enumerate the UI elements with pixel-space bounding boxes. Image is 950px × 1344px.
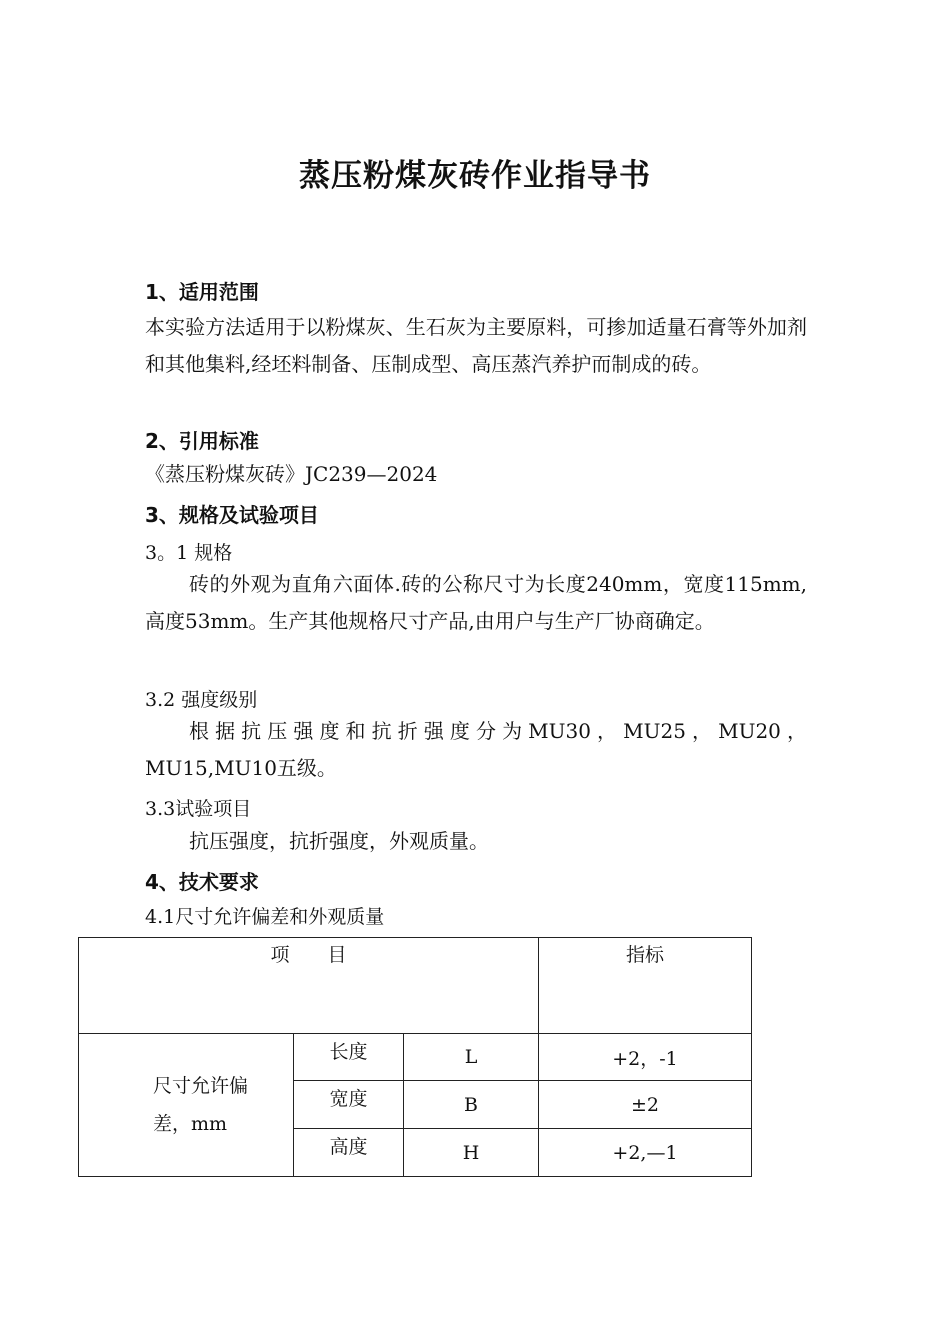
row-name: 长度 [329, 1041, 368, 1063]
table-header-row [79, 938, 752, 1034]
section-1-heading: 1、适用范围 [145, 280, 259, 304]
section-3-2-body: 根据抗压强度和抗折强度分为MU30，MU25，MU20，MU15,MU10五级。 [145, 719, 807, 780]
section-3-3-body: 抗压强度，抗折强度，外观质量。 [189, 829, 489, 853]
row-value-cell [539, 1034, 752, 1081]
section-3-1-heading: 3。1 规格 [145, 542, 233, 564]
row-value: +2，-1 [612, 1047, 678, 1070]
document-title: 蒸压粉煤灰砖作业指导书 [299, 158, 651, 194]
row-name-cell [294, 1081, 404, 1129]
row-value-cell [539, 1081, 752, 1129]
section-4-heading: 4、技术要求 [145, 870, 259, 894]
row-symbol-cell [404, 1129, 539, 1177]
section-1-body: 本实验方法适用于以粉煤灰、生石灰为主要原料，可掺加适量石膏等外加剂和其他集料,经坯料制备、压制成型、高压蒸汽养护而制成的砖。 [145, 315, 807, 376]
row-value: ±2 [630, 1093, 659, 1116]
header-index-label: 指标 [625, 944, 664, 966]
row-symbol: L [464, 1046, 478, 1068]
section-3-2-heading: 3.2 强度级别 [145, 689, 258, 711]
section-2-heading: 2、引用标准 [145, 429, 259, 453]
row-value-cell [539, 1129, 752, 1177]
row-name-cell [294, 1034, 404, 1081]
table-row [79, 1034, 752, 1081]
section-3-3-heading: 3.3试验项目 [145, 798, 252, 820]
row-symbol: B [464, 1093, 478, 1116]
group-label: 尺寸允许偏差，mm [153, 1075, 249, 1135]
section-2-body: 《蒸压粉煤灰砖》JC239—2024 [145, 462, 438, 486]
row-name: 宽度 [329, 1088, 368, 1110]
section-4-1-heading: 4.1尺寸允许偏差和外观质量 [145, 906, 385, 928]
row-name: 高度 [329, 1136, 368, 1158]
tolerance-table [78, 937, 752, 1177]
header-item-cell [79, 938, 539, 1034]
row-symbol-cell [404, 1081, 539, 1129]
row-value: +2,—1 [612, 1141, 678, 1164]
row-symbol: H [462, 1141, 480, 1164]
section-3-heading: 3、规格及试验项目 [145, 503, 319, 527]
header-item-label: 项 目 [270, 944, 347, 966]
section-3-1-body: 砖的外观为直角六面体.砖的公称尺寸为长度240mm，宽度115mm,高度53mm。生产其他规格尺寸产品,由用户与生产厂协商确定。 [145, 572, 807, 633]
group-label-cell [79, 1034, 294, 1177]
row-symbol-cell [404, 1034, 539, 1081]
row-name-cell [294, 1129, 404, 1177]
header-index-cell [539, 938, 752, 1034]
